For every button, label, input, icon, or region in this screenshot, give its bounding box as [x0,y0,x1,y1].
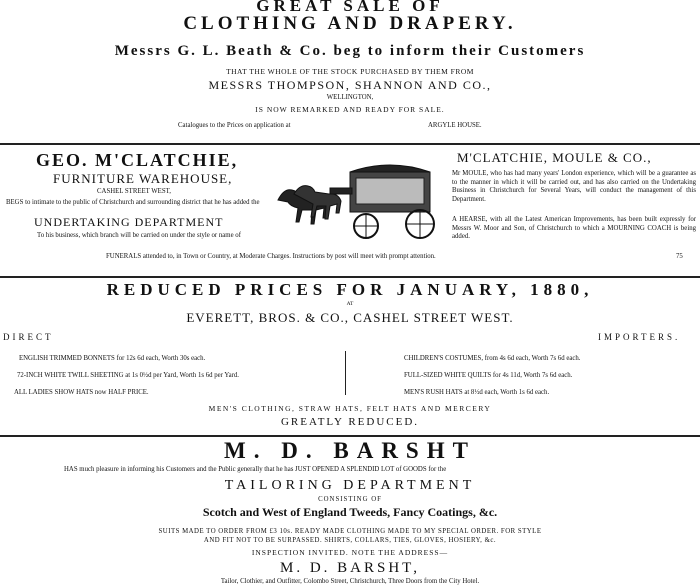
divider-3 [0,435,700,437]
ad3-right-item-2: FULL-SIZED WHITE QUILTS for 4s 11d, Worth 7s 6d each. [404,372,573,379]
ad3-left-word: DIRECT [3,332,54,342]
ad4-goods: Scotch and West of England Tweeds, Fancy Coatings, &c. [202,505,498,519]
divider-2 [0,276,700,278]
ad3-bottom-2: GREATLY REDUCED. [280,416,420,428]
ad3-at: AT [346,301,354,307]
ad4-address: Tailor, Clothier, and Outfitter, Colombo Street, Christchurch, Three Doors from the City Hotel. [220,578,480,585]
ad1-title-line2: CLOTHING AND DRAPERY. [183,13,517,34]
ad3-bottom-1: MEN'S CLOTHING, STRAW HATS, FELT HATS AND MERCERY [208,404,492,413]
ad2-para2: A HEARSE, with all the Latest American Improvements, has been built expressly for Messrs W. Moor and Son, of Christchurch to which a MOURNING COACH is being added. [452,216,696,241]
ad4-suits-1: SUITS MADE TO ORDER FROM £3 10s. READY MADE CLOTHING MADE TO MY SPECIAL ORDER. FOR STYLE [158,528,542,535]
ad2-to-business: To his business, which branch will be carried on under the style or name of [37,232,241,239]
ad1-title-line1: GREAT SALE OF [256,0,444,15]
ad2-street: CASHEL STREET WEST, [97,188,171,195]
ad3-right-word: IMPORTERS. [598,332,681,342]
ad2-funerals: FUNERALS attended to, in Town or Country, at Moderate Charges. Instructions by post will meet with prompt attention. [106,253,436,260]
ad2-dept: UNDERTAKING DEPARTMENT [34,215,224,229]
ad4-invited: INSPECTION INVITED. NOTE THE ADDRESS— [251,548,449,557]
ad1-firm-line: Messrs G. L. Beath & Co. beg to inform their Customers [114,43,586,59]
ad1-catalogue-text: Catalogues to the Prices on application at [178,122,291,129]
ad2-name: GEO. M'CLATCHIE, [36,150,239,170]
ad4-name: M. D. BARSHT [224,438,476,463]
ad3-left-item-1: ENGLISH TRIMMED BONNETS for 12s 6d each, Worth 30s each. [19,355,206,362]
ad4-name-2: M. D. BARSHT, [280,560,420,576]
ad3-title: REDUCED PRICES FOR JANUARY, 1880, [106,280,594,299]
ad1-stock-line: THAT THE WHOLE OF THE STOCK PURCHASED BY THEM FROM [226,67,474,76]
ad4-intro: HAS much pleasure in informing his Customers and the Public generally that he has JUST OPENED A SPLENDID LOT of GOODS for the [64,466,447,473]
ad3-right-item-3: MEN'S RUSH HATS at 8½d each, Worth 1s 6d each. [404,389,550,396]
ad4-consisting: CONSISTING OF [318,496,382,503]
ad2-partner-title: M'CLATCHIE, MOULE & CO., [457,150,652,165]
ad1-place: ARGYLE HOUSE. [428,122,482,129]
hearse-illustration [270,160,455,242]
ad3-left-item-2: 72-INCH WHITE TWILL SHEETING at 1s 0½d per Yard, Worth 1s 6d per Yard. [17,372,239,379]
ad4-dept: TAILORING DEPARTMENT [224,478,476,493]
ad2-intro: BEGS to intimate to the public of Christchurch and surrounding district that he has added the [6,199,260,206]
ad1-sellers: MESSRS THOMPSON, SHANNON AND CO., [208,78,492,92]
ad3-column-divider [345,351,346,395]
divider-1 [0,143,700,145]
ad2-para1: Mr MOULE, who has had many years' London experience, which will be a guarantee as to the manner in which it will be carried out, and has also carried on the Undertaking Business in Christchurch for Several Years, will conduct the management of this Department. [452,170,696,203]
ad2-business: FURNITURE WAREHOUSE, [53,171,233,186]
ad1-status: IS NOW REMARKED AND READY FOR SALE. [255,105,445,114]
ad3-right-item-1: CHILDREN'S COSTUMES, from 4s 6d each, Worth 7s 6d each. [404,355,581,362]
ad3-left-item-3: ALL LADIES SHOW HATS now HALF PRICE. [14,389,149,396]
ad2-number: 75 [676,253,683,260]
ad1-town: WELLINGTON, [326,94,374,101]
ad4-suits-2: AND FIT NOT TO BE SURPASSED. SHIRTS, COLLARS, TIES, GLOVES, HOSIERY, &c. [203,537,497,544]
ad3-firm: EVERETT, BROS. & CO., CASHEL STREET WEST. [186,310,514,325]
